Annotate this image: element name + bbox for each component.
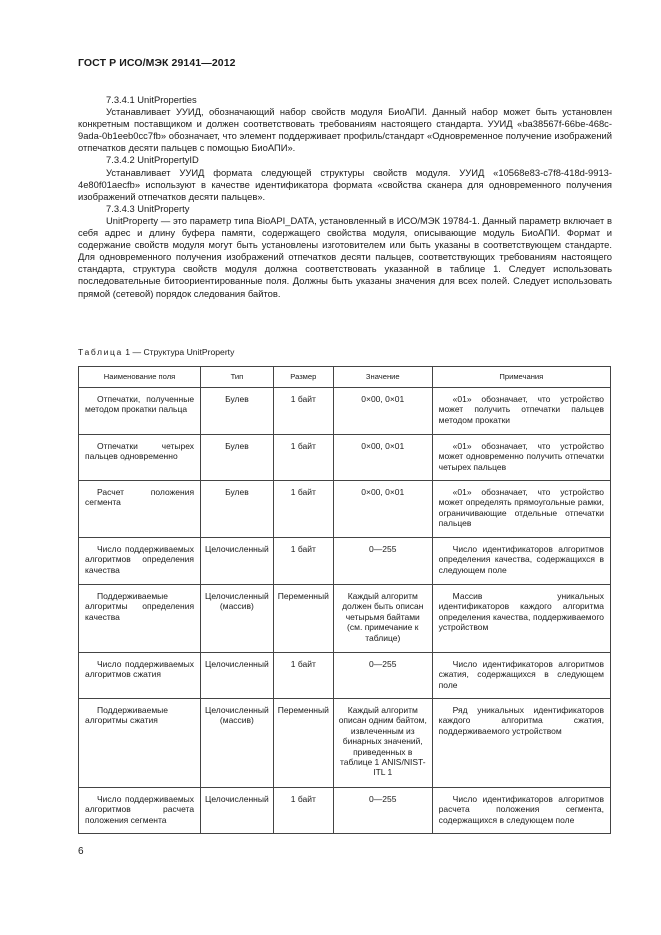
cell-notes — [432, 788, 610, 834]
cell-size: 1 байт — [273, 788, 333, 834]
table-header-row — [79, 367, 611, 388]
cell-field-name — [79, 788, 201, 834]
unitproperty-table — [78, 366, 611, 834]
table-row — [79, 435, 611, 481]
cell-type: Целочисленный — [201, 538, 274, 585]
subsection-heading: 7.3.4.1 UnitProperties — [106, 94, 197, 105]
table-row — [79, 388, 611, 435]
body-text — [78, 94, 612, 300]
cell-field-name — [79, 538, 201, 585]
cell-size: 1 байт — [273, 388, 333, 435]
subsection-heading: 7.3.4.3 UnitProperty — [106, 202, 190, 214]
cell-type: Целочисленный (массив) — [201, 699, 274, 788]
cell-field-name — [79, 653, 201, 699]
table-row — [79, 788, 611, 834]
cell-value: 0×00, 0×01 — [333, 481, 432, 538]
cell-size: Переменный — [273, 699, 333, 788]
cell-type: Булев — [201, 481, 274, 538]
table-row — [79, 585, 611, 653]
cell-type: Целочисленный — [201, 653, 274, 699]
table-caption-text: 1 — Структура UnitProperty — [122, 347, 235, 357]
cell-text: Число поддерживаемых алгоритмов определения качества — [85, 544, 195, 575]
cell-text: Число поддерживаемых алгоритмов расчета положения сегмента — [85, 794, 195, 825]
cell-value: 0×00, 0×01 — [333, 388, 432, 435]
cell-text: Отпечатки четырех пальцев одновременно — [85, 441, 195, 462]
cell-text: Число поддерживаемых алгоритмов сжатия — [85, 659, 195, 680]
cell-size: Переменный — [273, 585, 333, 653]
paragraph: Устанавливает УУИД, обозначающий набор свойств модуля БиоАПИ. Данный набор может быть установлен конкретным поставщиком и должен соответствовать требованиям настоящего стандарта. УУИД «ba38567f-66be-468c-9ada-0b1eeb0cc7fb» обозначает, что элемент поддерживает профиль/стандарт «Одновременное получение изображений отпечатков десяти пальцев с помощью БиоАПИ». — [78, 106, 612, 154]
cell-text: Поддерживаемые алгоритмы определения качества — [85, 591, 195, 622]
cell-notes — [432, 538, 610, 585]
cell-size: 1 байт — [273, 538, 333, 585]
cell-value: 0—255 — [333, 538, 432, 585]
cell-text: Число идентификаторов алгоритмов определения качества, содержащихся в следующем поле — [438, 544, 604, 575]
subsection-heading: 7.3.4.2 UnitPropertyID — [106, 154, 199, 166]
cell-notes — [432, 435, 610, 481]
cell-size: 1 байт — [273, 653, 333, 699]
header-field-name: Наименование поля — [79, 367, 201, 388]
cell-text: Ряд уникальных идентификаторов каждого алгоритма сжатия, поддерживаемого устройством — [438, 705, 604, 736]
table-row — [79, 538, 611, 585]
cell-value: Каждый алгоритм описан одним байтом, извлеченным из бинарных значений, приведенных в таблице 1 ANIS/NIST-ITL 1 — [333, 699, 432, 788]
cell-value: 0—255 — [333, 788, 432, 834]
cell-text: «01» обозначает, что устройство может одновременно получить отпечатки четырех пальцев — [438, 441, 604, 472]
cell-text: Число идентификаторов алгоритмов сжатия, содержащихся в следующем поле — [438, 659, 604, 690]
cell-value: Каждый алгоритм должен быть описан четырьмя байтами (см. примечание к таблице) — [333, 585, 432, 653]
cell-field-name — [79, 481, 201, 538]
paragraph: UnitProperty — это параметр типа BioAPI_DATA, установленный в ИСО/МЭК 19784-1. Данный параметр включает в себя адрес и длину буфера памяти, содержащего свойства модуля, описывающие модуль БиоАПИ. Формат и содержание свойств модуля могут быть установлены изготовителем или быть указаны в соответствующем стандарте. Для одновременного получения изображений отпечатков десяти пальцев, соответствующих требованиям настоящего стандарта, структура свойств модуля должна соответствовать указанной в таблице 1. Следует использовать последовательные битоориентированные поля. Должны быть указаны значения для всех полей. Следует использовать прямой (сетевой) порядок следования байтов. — [78, 214, 612, 299]
cell-size: 1 байт — [273, 481, 333, 538]
cell-notes — [432, 699, 610, 788]
header-size: Размер — [273, 367, 333, 388]
cell-notes — [432, 481, 610, 538]
cell-notes — [432, 653, 610, 699]
document-header: ГОСТ Р ИСО/МЭК 29141—2012 — [78, 57, 236, 69]
cell-value: 0×00, 0×01 — [333, 435, 432, 481]
cell-field-name — [79, 699, 201, 788]
cell-value: 0—255 — [333, 653, 432, 699]
cell-text: Расчет положения сегмента — [85, 487, 195, 508]
cell-notes — [432, 388, 610, 435]
table-row — [79, 653, 611, 699]
table-caption — [78, 347, 234, 357]
cell-text: Поддерживаемые алгоритмы сжатия — [85, 705, 169, 726]
cell-type: Целочисленный — [201, 788, 274, 834]
page-number: 6 — [78, 846, 84, 857]
header-notes: Примечания — [432, 367, 610, 388]
paragraph: Устанавливает УУИД формата следующей структуры свойств модуля. УУИД «10568e83-c7f8-418d-9913-4e80f01aecfb» используют в качестве идентификатора формата «свойства сканера для одновременного получения изображений отпечатков десяти пальцев». — [78, 166, 612, 202]
table-row — [79, 481, 611, 538]
cell-size: 1 байт — [273, 435, 333, 481]
cell-text: Массив уникальных идентификаторов каждого алгоритма определения качества, поддерживаемого устройством — [438, 591, 604, 633]
cell-text: Отпечатки, полученные методом прокатки пальца — [85, 394, 195, 415]
header-value: Значение — [333, 367, 432, 388]
header-type: Тип — [201, 367, 274, 388]
cell-field-name — [79, 388, 201, 435]
cell-field-name — [79, 435, 201, 481]
cell-text: «01» обозначает, что устройство может определять прямоугольные рамки, ограничивающие отдельные отпечатки пальцев — [438, 487, 604, 529]
table-caption-label: Таблица — [78, 347, 123, 357]
cell-text: «01» обозначает, что устройство может получить отпечатки пальцев методом прокатки — [438, 394, 604, 425]
cell-text: Число идентификаторов алгоритмов расчета положения сегмента, содержащихся в следующем поле — [438, 794, 604, 825]
cell-type: Булев — [201, 388, 274, 435]
cell-type: Целочисленный (массив) — [201, 585, 274, 653]
table-row — [79, 699, 611, 788]
cell-type: Булев — [201, 435, 274, 481]
cell-field-name — [79, 585, 201, 653]
cell-notes — [432, 585, 610, 653]
